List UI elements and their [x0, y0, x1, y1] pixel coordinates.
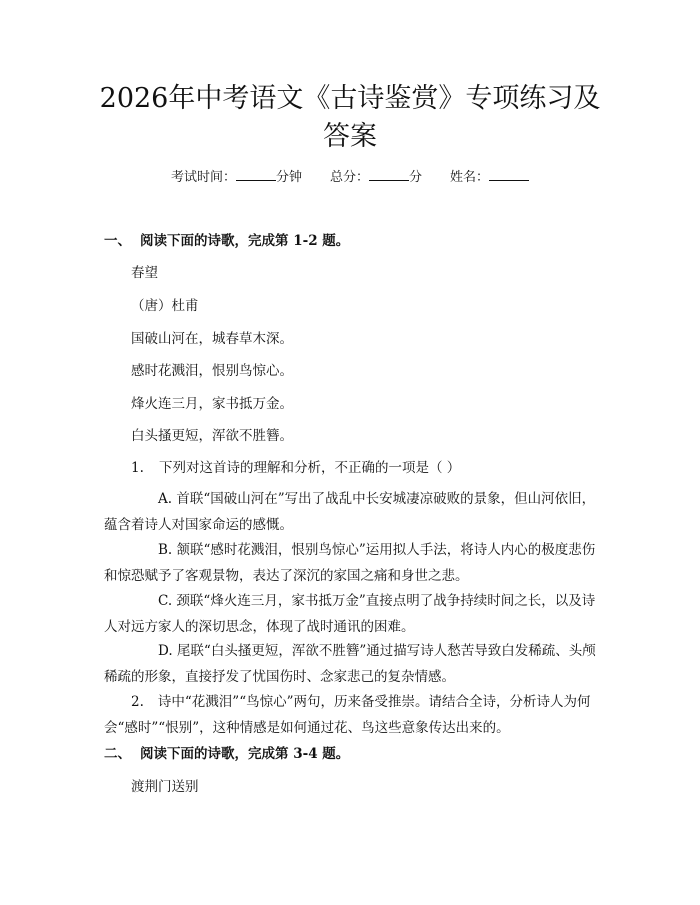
option-b: B. 颔联“感时花溅泪，恨别鸟惊心”运用拟人手法，将诗人内心的极度悲伤和惊恐赋予了客观景物，表达了深沉的家国之痛和身世之悲。 — [104, 542, 596, 584]
section-heading-1 — [104, 232, 349, 250]
question-text: 诗中“花溅泪”“鸟惊心”两句，历来备受推崇。请结合全诗，分析诗人为何会“感时”“恨别”，这种情感是如何通过花、鸟这些意象传达出来的。 — [104, 694, 591, 736]
poem-line: 感时花溅泪，恨别鸟惊心。 — [131, 363, 293, 379]
page-title: 2026年中考语文《古诗鉴赏》专项练习及答案 — [99, 83, 601, 152]
time-blank — [236, 168, 276, 181]
option-c: C. 颈联“烽火连三月，家书抵万金”直接点明了战争持续时间之长，以及诗人对远方家人的深切思念，体现了战时通讯的困难。 — [104, 593, 596, 635]
poem-line: 白头搔更短，浑欲不胜簪。 — [131, 428, 293, 444]
score-blank — [369, 168, 409, 181]
poem-line: 烽火连三月，家书抵万金。 — [131, 396, 293, 412]
poem-title: 春望 — [131, 265, 158, 281]
time-label: 考试时间： — [170, 170, 236, 185]
score-unit: 分 — [409, 170, 423, 185]
score-label: 总分： — [329, 170, 369, 185]
section-number: 一、 — [104, 233, 131, 249]
question-1 — [131, 459, 606, 477]
section-heading-2 — [104, 745, 349, 763]
time-unit: 分钟 — [275, 170, 302, 185]
poem-title: 渡荆门送别 — [131, 779, 199, 795]
poem-author: （唐）杜甫 — [131, 298, 199, 314]
question-number: 2. — [131, 694, 144, 710]
question-2 — [104, 689, 604, 741]
exam-info-line — [0, 168, 700, 187]
question-number: 1. — [131, 460, 144, 476]
option-d: D. 尾联“白头搔更短，浑欲不胜簪”通过描写诗人愁苦导致白发稀疏、头颅稀疏的形象，直接抒发了忧国伤时、念家悲己的复杂情感。 — [104, 643, 596, 685]
option-a: A. 首联“国破山河在”写出了战乱中长安城凄凉破败的景象，但山河依旧，蕴含着诗人对国家命运的感慨。 — [104, 491, 596, 533]
poem-line: 国破山河在，城春草木深。 — [131, 331, 293, 347]
name-blank — [489, 168, 529, 181]
question-text: 下列对这首诗的理解和分析，不正确的一项是（ ） — [159, 460, 461, 476]
name-label: 姓名： — [450, 170, 490, 185]
section-number: 二、 — [104, 746, 131, 762]
section-text: 阅读下面的诗歌，完成第 3-4 题。 — [140, 746, 350, 762]
section-text: 阅读下面的诗歌，完成第 1-2 题。 — [140, 233, 350, 249]
